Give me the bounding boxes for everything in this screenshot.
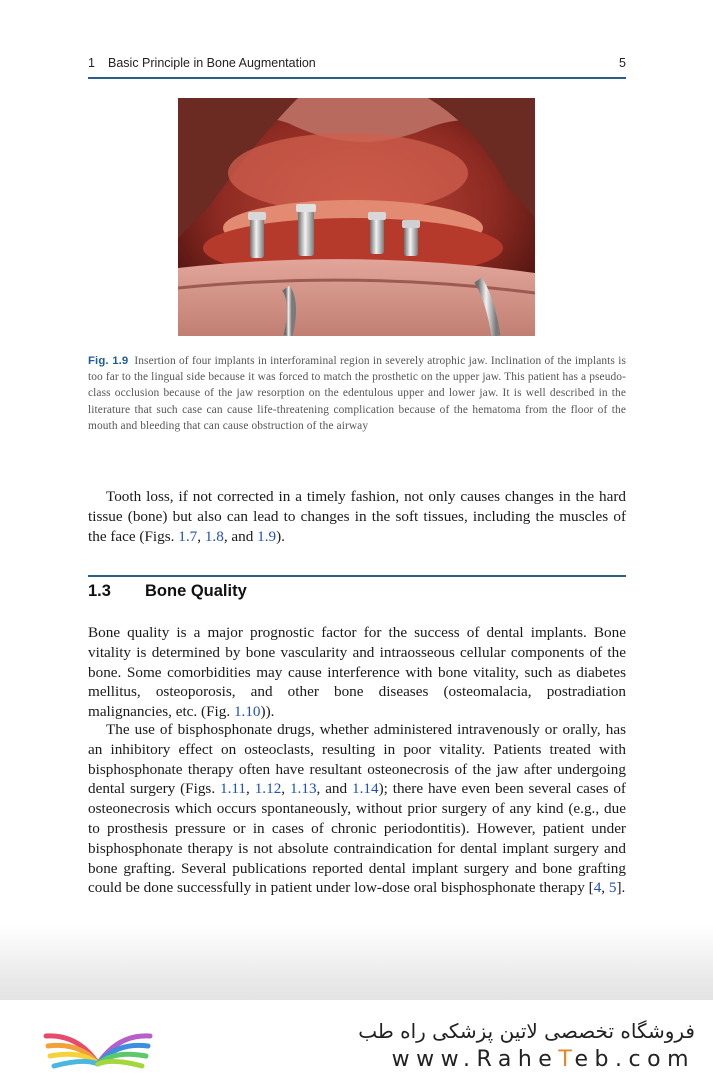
para-text: , (601, 879, 609, 897)
url-part: eb.com (574, 1047, 695, 1072)
para-text: ]. (616, 879, 626, 897)
caption-text: Insertion of four implants in interforaminal region in severely atrophic jaw. Inclination of the implants is too far to the lingual side because it was forced to match the prosthetic on the upper jaw. This patient has a pseudo-class occlusion because of the jaw resorption on the edentulous upper and lower jaw. It is well described in the literature that such case can cause life-threatening complication because of the hematoma from the floor of the mouth and bleeding that can cause obstruction of the airway (88, 355, 627, 432)
url-part: www.Rahe (391, 1047, 559, 1072)
url-part: T (558, 1047, 575, 1072)
dental-implant-photo (178, 98, 535, 336)
figure-ref-link[interactable]: 1.7 (178, 527, 198, 545)
store-name: فروشگاه تخصصی لاتین پزشکی راه طب (358, 1019, 695, 1043)
advert-footer (0, 1000, 713, 1080)
figure-ref-link[interactable]: 1.14 (352, 780, 379, 798)
section-number: 1.3 (88, 582, 111, 600)
para-text: )). (260, 703, 275, 721)
figure-ref-link[interactable]: 1.10 (233, 703, 261, 721)
section-title: Bone Quality (145, 582, 247, 600)
section-heading (88, 582, 247, 601)
para-text: The use of bisphosphonate drugs, whether administered intravenously or orally, has an inhibitory effect on osteoclasts, resulting in poor vitality. Patients treated with bisphosphonate therapy often have resultant osteonecrosis of the jaw after undergoing dental surgery (Figs. (88, 721, 626, 798)
paragraph (88, 623, 626, 722)
chapter-number: 1 (88, 56, 95, 70)
citation-link[interactable]: 4 (593, 879, 602, 897)
running-head (88, 56, 626, 74)
para-text: , (197, 527, 205, 545)
section-rule (88, 575, 626, 577)
para-text: , (281, 780, 290, 798)
figure-ref-link[interactable]: 1.8 (204, 527, 224, 545)
para-text: , and (316, 780, 352, 798)
figure-caption (88, 353, 626, 434)
paragraph (88, 487, 626, 546)
open-book-logo-icon (38, 1014, 158, 1074)
header-rule (88, 77, 626, 79)
para-text: , (246, 780, 255, 798)
para-text: ); there have even been several cases of osteonecrosis which occurs spontaneously, without prior surgery of any kind (e.g., due to prosthesis pressure or in cases of chronic periodontitis). However, patient under bisphosphonate therapy is not absolute contraindication for dental implant surgery and bone grafting. Several publications reported dental implant surgery and bone grafting could be done successfully in patient under low-dose oral bisphosphonate therapy [ (88, 780, 626, 897)
page-number: 5 (619, 56, 626, 70)
store-url[interactable] (392, 1047, 695, 1072)
paragraph (88, 720, 626, 898)
para-text: , and (223, 527, 258, 545)
figure-ref-link[interactable]: 1.13 (289, 780, 317, 798)
citation-link[interactable]: 5 (608, 879, 617, 897)
figure-photo (178, 98, 535, 336)
figure-ref-link[interactable]: 1.12 (254, 780, 282, 798)
figure-ref-link[interactable]: 1.9 (257, 527, 277, 545)
para-text: Tooth loss, if not corrected in a timely fashion, not only causes changes in the hard tissue (bone) but also can lead to changes in the soft tissues, including the muscles of the face (Figs. (88, 488, 626, 545)
para-text: ). (276, 527, 285, 545)
page-bottom-shadow (0, 925, 713, 1005)
figure-label: Fig. 1.9 (88, 355, 129, 367)
figure-ref-link[interactable]: 1.11 (220, 780, 247, 798)
para-text: Bone quality is a major prognostic factor for the success of dental implants. Bone vitality is determined by bone vascularity and intraosseous cellular components of the bone. Some comorbidities may cause interference with bone vitality, such as diabetes mellitus, osteoporosis, and other bone diseases (osteomalacia, postradiation malignancies, etc. (Fig. (88, 624, 626, 721)
chapter-title: Basic Principle in Bone Augmentation (108, 56, 316, 70)
